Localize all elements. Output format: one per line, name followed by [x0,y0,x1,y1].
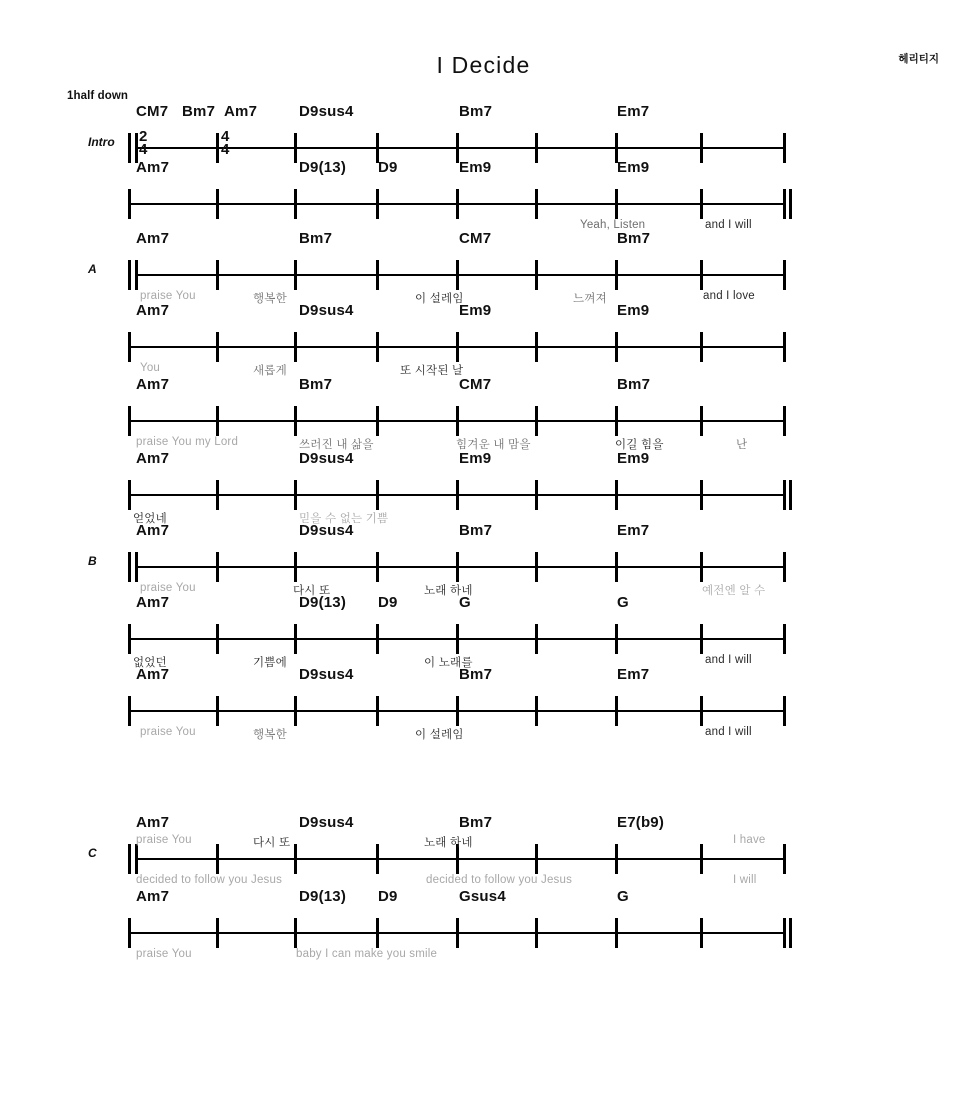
barline [376,260,379,290]
chord-symbol: Em7 [617,666,650,683]
lyric-text: 힘겨운 내 맘을 [456,439,531,451]
barline [535,133,538,163]
barline [128,406,131,436]
barline [615,844,618,874]
barline [216,332,219,362]
chord-symbol: D9sus4 [299,450,354,467]
lyric-text: decided to follow you Jesus [136,874,283,886]
chord-symbol: G [617,594,629,611]
barline [456,696,459,726]
chord-symbol: CM7 [459,376,492,393]
chord-symbol: Am7 [136,666,170,683]
barline [376,189,379,219]
lyric-text: You [140,362,161,374]
barline [615,918,618,948]
lyric-text: praise You [140,290,196,302]
chord-symbol: CM7 [459,230,492,247]
lyric-text: I will [733,874,757,886]
barline [294,552,297,582]
barline [456,624,459,654]
lyric-text: 믿을 수 없는 기쁨 [299,513,389,525]
lyric-text: 이 설레임 [415,293,464,305]
chord-symbol: Bm7 [299,230,333,247]
barline [216,844,219,874]
barline [615,480,618,510]
section-label-intro: Intro [88,135,115,149]
chord-symbol: CM7 [136,103,169,120]
barline [294,332,297,362]
barline [700,260,703,290]
lyric-text: 행복한 [253,293,287,305]
barline [700,133,703,163]
lyric-text: 또 시작된 날 [400,365,464,377]
chord-symbol: Am7 [136,450,170,467]
start-repeat-barline [135,260,138,290]
chord-symbol: Em9 [459,159,492,176]
barline [456,918,459,948]
staff-line [137,274,785,276]
artist-name: 헤리티지 [898,53,939,65]
barline [615,260,618,290]
chord-symbol: D9sus4 [299,814,354,831]
staff-line [137,858,785,860]
barline [615,189,618,219]
lyric-text: and I love [703,290,755,302]
barline [294,624,297,654]
lyric-text: 이 노래를 [424,657,473,669]
chord-symbol: Em7 [617,522,650,539]
chord-symbol: D9sus4 [299,522,354,539]
chord-symbol: D9sus4 [299,103,354,120]
barline [128,696,131,726]
barline [700,624,703,654]
barline [535,480,538,510]
chord-symbol: D9(13) [299,888,347,905]
lyric-text: praise You [140,726,196,738]
chord-symbol: Am7 [136,814,170,831]
chord-symbol: Em9 [459,450,492,467]
chord-symbol: Bm7 [459,103,493,120]
barline [700,844,703,874]
barline [376,624,379,654]
chord-symbol: Am7 [136,159,170,176]
section-label-c: C [88,846,97,860]
barline [294,260,297,290]
chord-symbol: D9 [378,888,398,905]
chord-symbol: G [459,594,471,611]
chord-symbol: Am7 [224,103,258,120]
barline [216,480,219,510]
barline [128,918,131,948]
barline [376,480,379,510]
barline [128,332,131,362]
chord-symbol: Em9 [617,450,650,467]
start-repeat-barline [135,844,138,874]
barline [376,332,379,362]
barline [294,189,297,219]
barline [700,406,703,436]
barline [615,624,618,654]
barline [376,552,379,582]
lyric-text: 노래 하네 [424,837,473,849]
barline [216,552,219,582]
chord-symbol: Bm7 [459,666,493,683]
barline [376,406,379,436]
lyric-text: baby I can make you smile [296,948,438,960]
barline [535,624,538,654]
barline [535,406,538,436]
barline [376,844,379,874]
time-signature: 4 4 [221,128,230,158]
barline [128,624,131,654]
chord-symbol: Em9 [617,302,650,319]
lyric-text: 난 [736,439,748,451]
barline [376,696,379,726]
staff-line [137,147,785,149]
chord-symbol: Am7 [136,522,170,539]
chord-symbol: D9 [378,594,398,611]
lyric-text: 다시 또 [253,837,291,849]
lyric-text: 행복한 [253,729,287,741]
lyric-text: 기쁨에 [253,657,287,669]
barline [700,552,703,582]
section-label-b: B [88,554,97,568]
barline [700,480,703,510]
lyric-text: praise You [136,948,192,960]
page-title: I Decide [436,52,531,78]
section-label-a: A [88,262,97,276]
chord-symbol: Gsus4 [459,888,506,905]
barline [216,696,219,726]
lyric-text: 이길 힘을 [615,439,664,451]
barline [216,133,219,163]
barline [456,189,459,219]
lyric-text: 없었던 [133,657,167,669]
barline [216,189,219,219]
start-repeat-barline [135,552,138,582]
barline [535,332,538,362]
lyric-text: 다시 또 [293,585,331,597]
barline [456,406,459,436]
barline [216,406,219,436]
chord-symbol: D9 [378,159,398,176]
lyric-text: 노래 하네 [424,585,473,597]
chord-symbol: Am7 [136,594,170,611]
lyric-text: praise You my Lord [136,436,239,448]
barline [700,189,703,219]
barline [376,918,379,948]
start-repeat-barline [128,260,131,290]
chord-symbol: Am7 [136,888,170,905]
lyric-text: 새롭게 [253,365,287,377]
lyric-text: Yeah, Listen [580,219,646,231]
lyric-text: praise You [136,834,192,846]
lyric-text: 쓰러진 내 삶을 [299,439,374,451]
lyric-text: and I will [705,219,752,231]
chord-symbol: D9(13) [299,594,347,611]
barline [294,918,297,948]
barline [456,260,459,290]
start-repeat-barline [128,844,131,874]
chord-symbol: E7(b9) [617,814,665,831]
staff-line [137,566,785,568]
barline [216,918,219,948]
barline [216,260,219,290]
chord-symbol: Em9 [617,159,650,176]
chord-symbol: Bm7 [182,103,216,120]
barline [456,332,459,362]
barline [615,406,618,436]
lyric-text: 예전엔 알 수 [702,585,766,597]
barline [535,844,538,874]
barline [294,133,297,163]
chord-symbol: Em7 [617,103,650,120]
chord-symbol: Bm7 [617,230,651,247]
barline [294,406,297,436]
barline [294,696,297,726]
barline [535,260,538,290]
barline [615,552,618,582]
capo-instruction: 1half down [67,90,129,102]
lyric-text: and I will [705,654,752,666]
barline [535,552,538,582]
lyric-text: 느껴져 [573,293,607,305]
lyric-text: and I will [705,726,752,738]
chord-symbol: D9(13) [299,159,347,176]
barline [700,918,703,948]
barline [535,189,538,219]
chord-symbol: Am7 [136,230,170,247]
barline [456,552,459,582]
chord-symbol: Bm7 [299,376,333,393]
time-signature: 2 4 [139,128,148,158]
chord-symbol: Am7 [136,376,170,393]
lyric-text: 이 설레임 [415,729,464,741]
barline [700,696,703,726]
chord-symbol: Bm7 [617,376,651,393]
lyric-text: I have [733,834,766,846]
start-repeat-barline [128,133,131,163]
barline [294,480,297,510]
barline [700,332,703,362]
chord-symbol: Em9 [459,302,492,319]
barline [535,696,538,726]
chord-symbol: D9sus4 [299,302,354,319]
barline [128,480,131,510]
lyric-text: 얻었네 [133,513,167,525]
barline [216,624,219,654]
start-repeat-barline [128,552,131,582]
chord-symbol: D9sus4 [299,666,354,683]
chord-symbol: G [617,888,629,905]
lyric-text: decided to follow you Jesus [426,874,573,886]
barline [294,844,297,874]
barline [615,332,618,362]
chord-symbol: Bm7 [459,522,493,539]
chord-symbol: Bm7 [459,814,493,831]
barline [535,918,538,948]
chord-symbol: Am7 [136,302,170,319]
barline [128,189,131,219]
lyric-text: praise You [140,582,196,594]
barline [615,696,618,726]
barline [456,480,459,510]
